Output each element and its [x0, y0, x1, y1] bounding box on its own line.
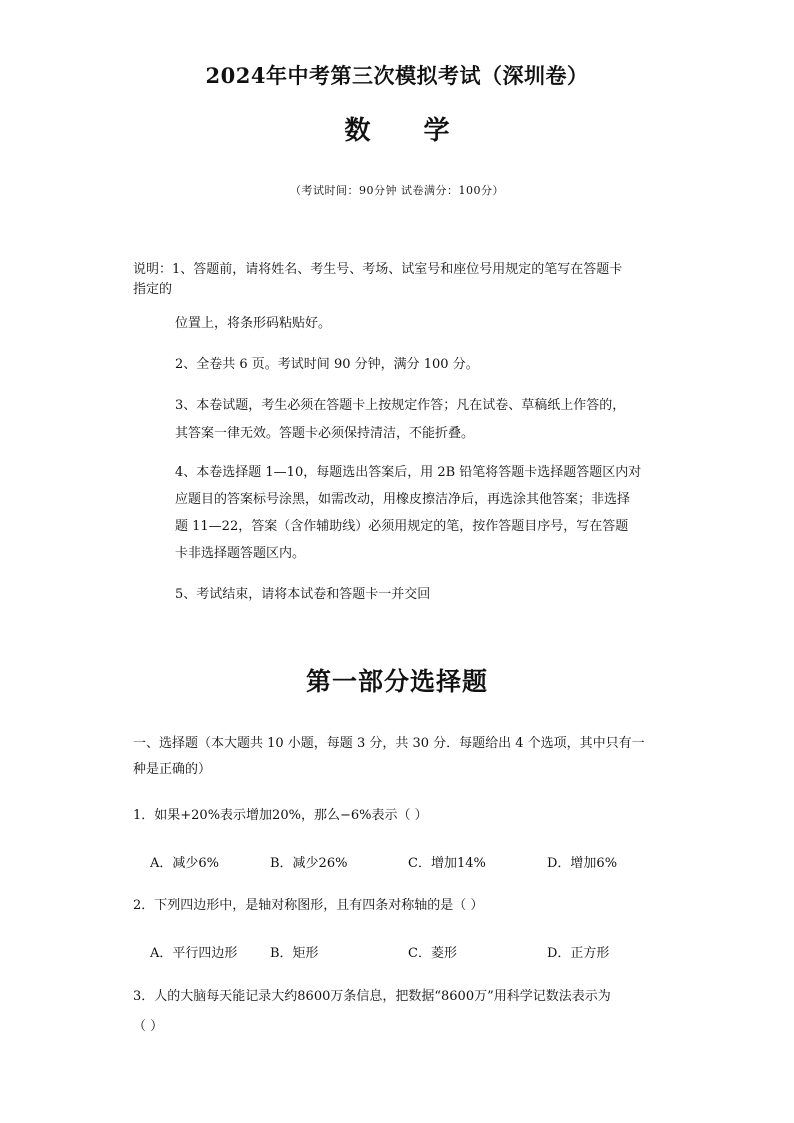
question-1-stem: 1．如果+20%表示增加20%，那么−6%表示（ ）: [133, 808, 428, 823]
instruction-item-4c: 题 11—22，答案（含作辅助线）必须用规定的笔，按作答题目序号，写在答题: [175, 519, 629, 534]
section-heading-line-1: 一、选择题（本大题共 10 小题，每题 3 分，共 30 分．每题给出 4 个选项，其中只有一: [133, 736, 645, 751]
question-2-option-a: A．平行四边形: [150, 946, 238, 961]
instruction-item-4d: 卡非选择题答题区内。: [175, 546, 306, 561]
question-2-stem: 2．下列四边形中，是轴对称图形，且有四条对称轴的是（ ）: [133, 898, 484, 913]
instruction-line-1a: 说明：1、答题前，请将姓名、考生号、考场、试室号和座位号用规定的笔写在答题卡: [133, 262, 623, 277]
subject-title: 数 学: [344, 116, 472, 146]
instruction-item-5: 5、考试结束，请将本试卷和答题卡一并交回: [175, 587, 431, 602]
section-heading-line-2: 种是正确的）: [133, 762, 212, 777]
part-title: 第一部分选择题: [305, 667, 488, 696]
question-1-option-a: A．减少6%: [150, 856, 220, 871]
instruction-item-2: 2、全卷共 6 页。考试时间 90 分钟，满分 100 分。: [175, 357, 479, 372]
question-2-option-c: C．菱形: [408, 946, 457, 961]
question-3-stem: 3．人的大脑每天能记录大约8600万条信息，把数据“8600万”用科学记数法表示为: [133, 989, 611, 1004]
question-1-option-d: D．增加6%: [547, 856, 618, 871]
instruction-item-3b: 其答案一律无效。答题卡必须保持清洁，不能折叠。: [175, 426, 475, 441]
question-2-option-b: B．矩形: [270, 946, 319, 961]
instruction-item-4a: 4、本卷选择题 1—10，每题选出答案后，用 2B 铅笔将答题卡选择题答题区内对: [175, 465, 642, 480]
question-2-option-d: D．正方形: [547, 946, 610, 961]
exam-title: 2024年中考第三次模拟考试（深圳卷）: [205, 63, 589, 88]
instruction-line-1b: 指定的: [133, 282, 173, 297]
question-1-option-b: B．减少26%: [270, 856, 348, 871]
instruction-item-3a: 3、本卷试题，考生必须在答题卡上按规定作答；凡在试卷、草稿纸上作答的，: [175, 398, 626, 413]
instruction-line-1c: 位置上，将条形码粘贴好。: [175, 316, 332, 331]
question-1-option-c: C．增加14%: [408, 856, 486, 871]
exam-info: （考试时间：90分钟 试卷满分：100分）: [290, 184, 504, 197]
instruction-item-4b: 应题目的答案标号涂黑，如需改动，用橡皮擦洁净后，再选涂其他答案；非选择: [175, 492, 631, 507]
question-3-stem-continued: （ ）: [133, 1019, 164, 1034]
